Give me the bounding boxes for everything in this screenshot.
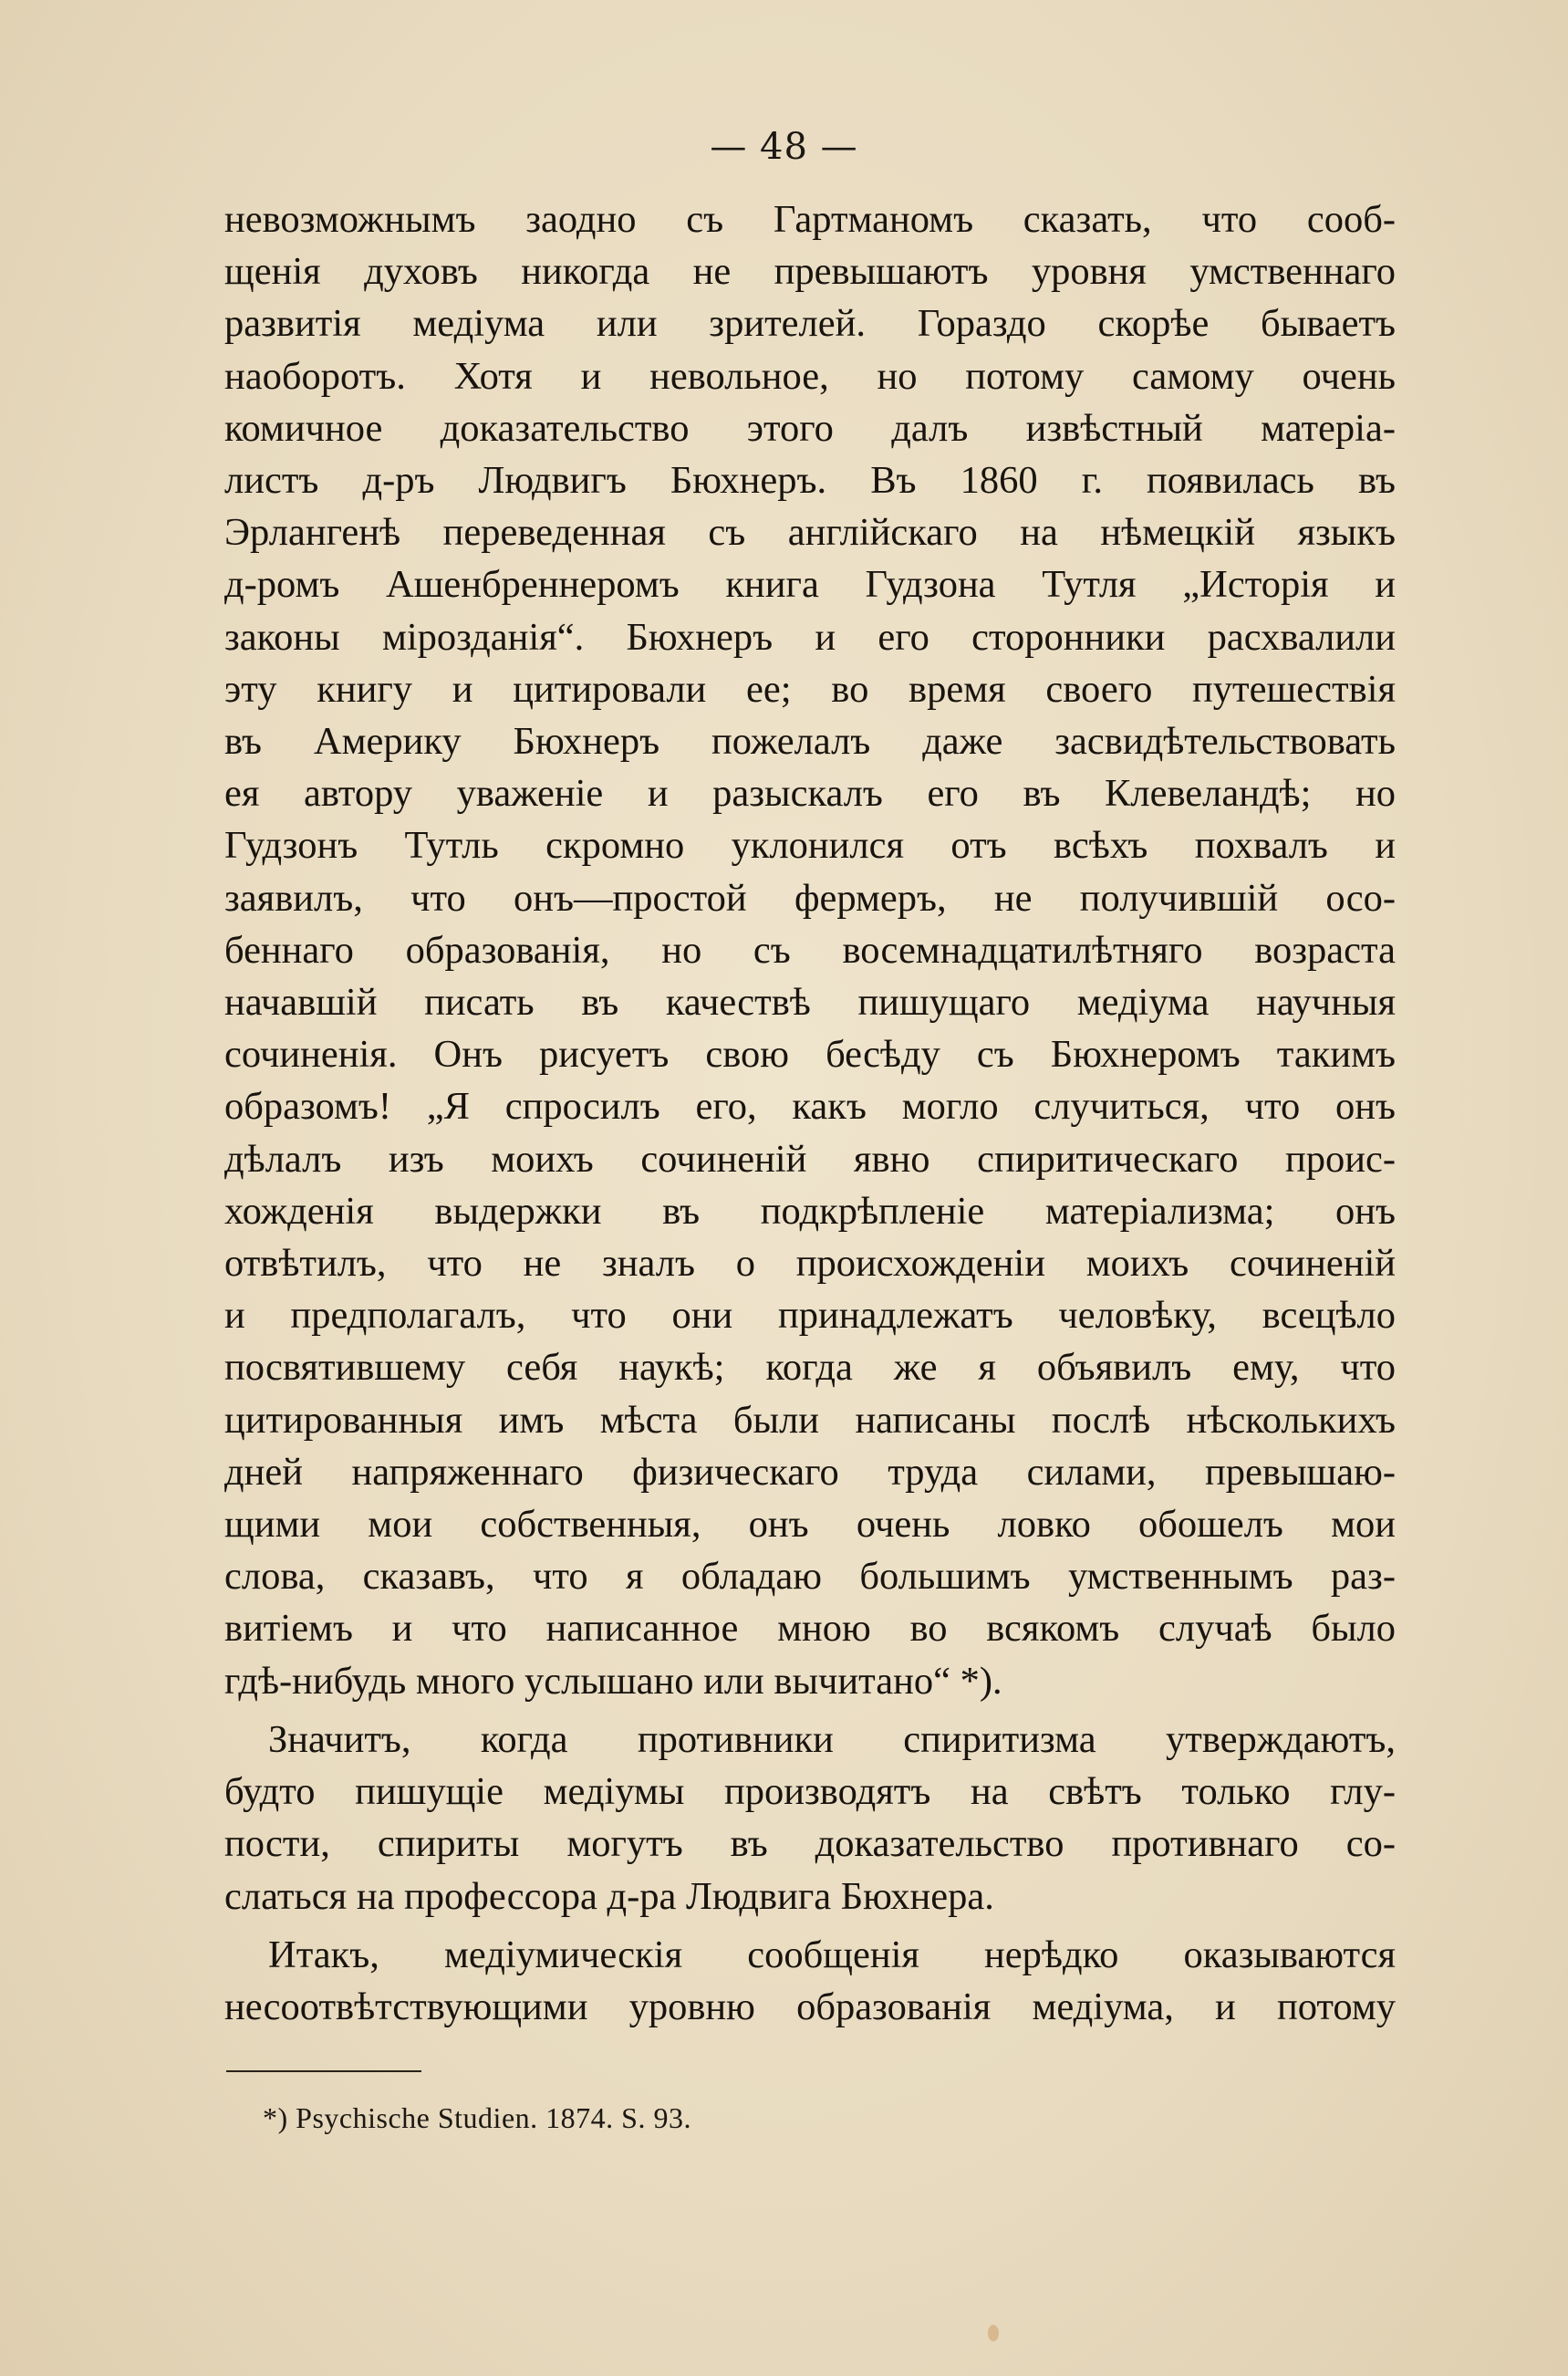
text-line: Итакъ, медіумическія сообщенія нерѣдко оказываются [268,1933,1396,1976]
text-line: въ Америку Бюхнеръ пожелалъ даже засвидѣтельствовать [224,720,1396,764]
paper-stain [988,2325,999,2341]
text-line: невозможнымъ заодно съ Гартманомъ сказать, что сооб- [224,198,1396,241]
text-line: беннаго образованія, но съ восемнадцатилѣтняго возраста [224,928,1396,972]
main-text [224,193,1396,2033]
text-line: сочиненія. Онъ рисуетъ свою бесѣду съ Бюхнеромъ такимъ [224,1033,1396,1077]
text-line: гдѣ-нибудь много услышано или вычитано“ *). [224,1659,1002,1703]
text-line: дѣлалъ изъ моихъ сочиненій явно спиритическаго проис- [224,1137,1396,1181]
text-line: д-ромъ Ашенбреннеромъ книга Гудзона Тутля „Исторія и [224,563,1396,607]
text-line: образомъ! „Я спросилъ его, какъ могло случиться, что онъ [224,1085,1396,1129]
text-line: и предполагалъ, что они принадлежатъ человѣку, всецѣло [224,1294,1396,1338]
text-line: пости, спириты могутъ въ доказательство противнаго со- [224,1822,1396,1866]
text-line: несоотвѣтствующими уровню образованія медіума, и потому [224,1985,1396,2028]
text-line: ея автору уваженіе и разыскалъ его въ Клевеландѣ; но [224,772,1396,816]
text-line: развитія медіума или зрителей. Гораздо скорѣе бываетъ [224,302,1396,346]
text-line: заявилъ, что онъ—простой фермеръ, не получившій осо- [224,876,1396,920]
text-line: Эрлангенѣ переведенная съ англійскаго на нѣмецкій языкъ [224,511,1396,555]
text-line: Гудзонъ Тутль скромно уклонился отъ всѣхъ похвалъ и [224,824,1396,868]
text-line: слаться на профессора д-ра Людвига Бюхнера. [224,1874,994,1918]
page-number: — 48 — [710,126,858,168]
text-line: щими мои собственныя, онъ очень ловко обошелъ мои [224,1503,1396,1547]
text-line: наоборотъ. Хотя и невольное, но потому самому очень [224,354,1396,398]
text-line: Значитъ, когда противники спиритизма утверждаютъ, [268,1717,1396,1761]
text-line: витіемъ и что написанное мною во всякомъ случаѣ было [224,1607,1396,1651]
text-line: хожденія выдержки въ подкрѣпленіе матеріализма; онъ [224,1189,1396,1233]
text-line: щенія духовъ никогда не превышаютъ уровня умственнаго [224,250,1396,294]
footnote: *) Psychische Studien. 1874. S. 93. [263,2101,691,2134]
text-line: будто пишущіе медіумы производятъ на свѣтъ только глу- [224,1770,1396,1814]
text-line: комичное доказательство этого далъ извѣстный матеріа- [224,406,1396,450]
text-line: цитированныя имъ мѣста были написаны послѣ нѣсколькихъ [224,1398,1396,1442]
text-line: отвѣтилъ, что не зналъ о происхожденіи моихъ сочиненій [224,1242,1396,1286]
text-line: слова, сказавъ, что я обладаю большимъ умственнымъ раз- [224,1555,1396,1599]
text-line: листъ д-ръ Людвигъ Бюхнеръ. Въ 1860 г. появилась въ [224,459,1396,503]
text-line: посвятившему себя наукѣ; когда же я объявилъ ему, что [224,1346,1396,1390]
text-line: законы мірозданія“. Бюхнеръ и его сторонники расхвалили [224,615,1396,659]
footnote-divider [226,2070,421,2072]
text-line: дней напряженнаго физическаго труда силами, превышаю- [224,1450,1396,1494]
text-line: эту книгу и цитировали ее; во время своего путешествія [224,667,1396,711]
text-line: начавшій писать въ качествѣ пишущаго медіума научныя [224,981,1396,1025]
